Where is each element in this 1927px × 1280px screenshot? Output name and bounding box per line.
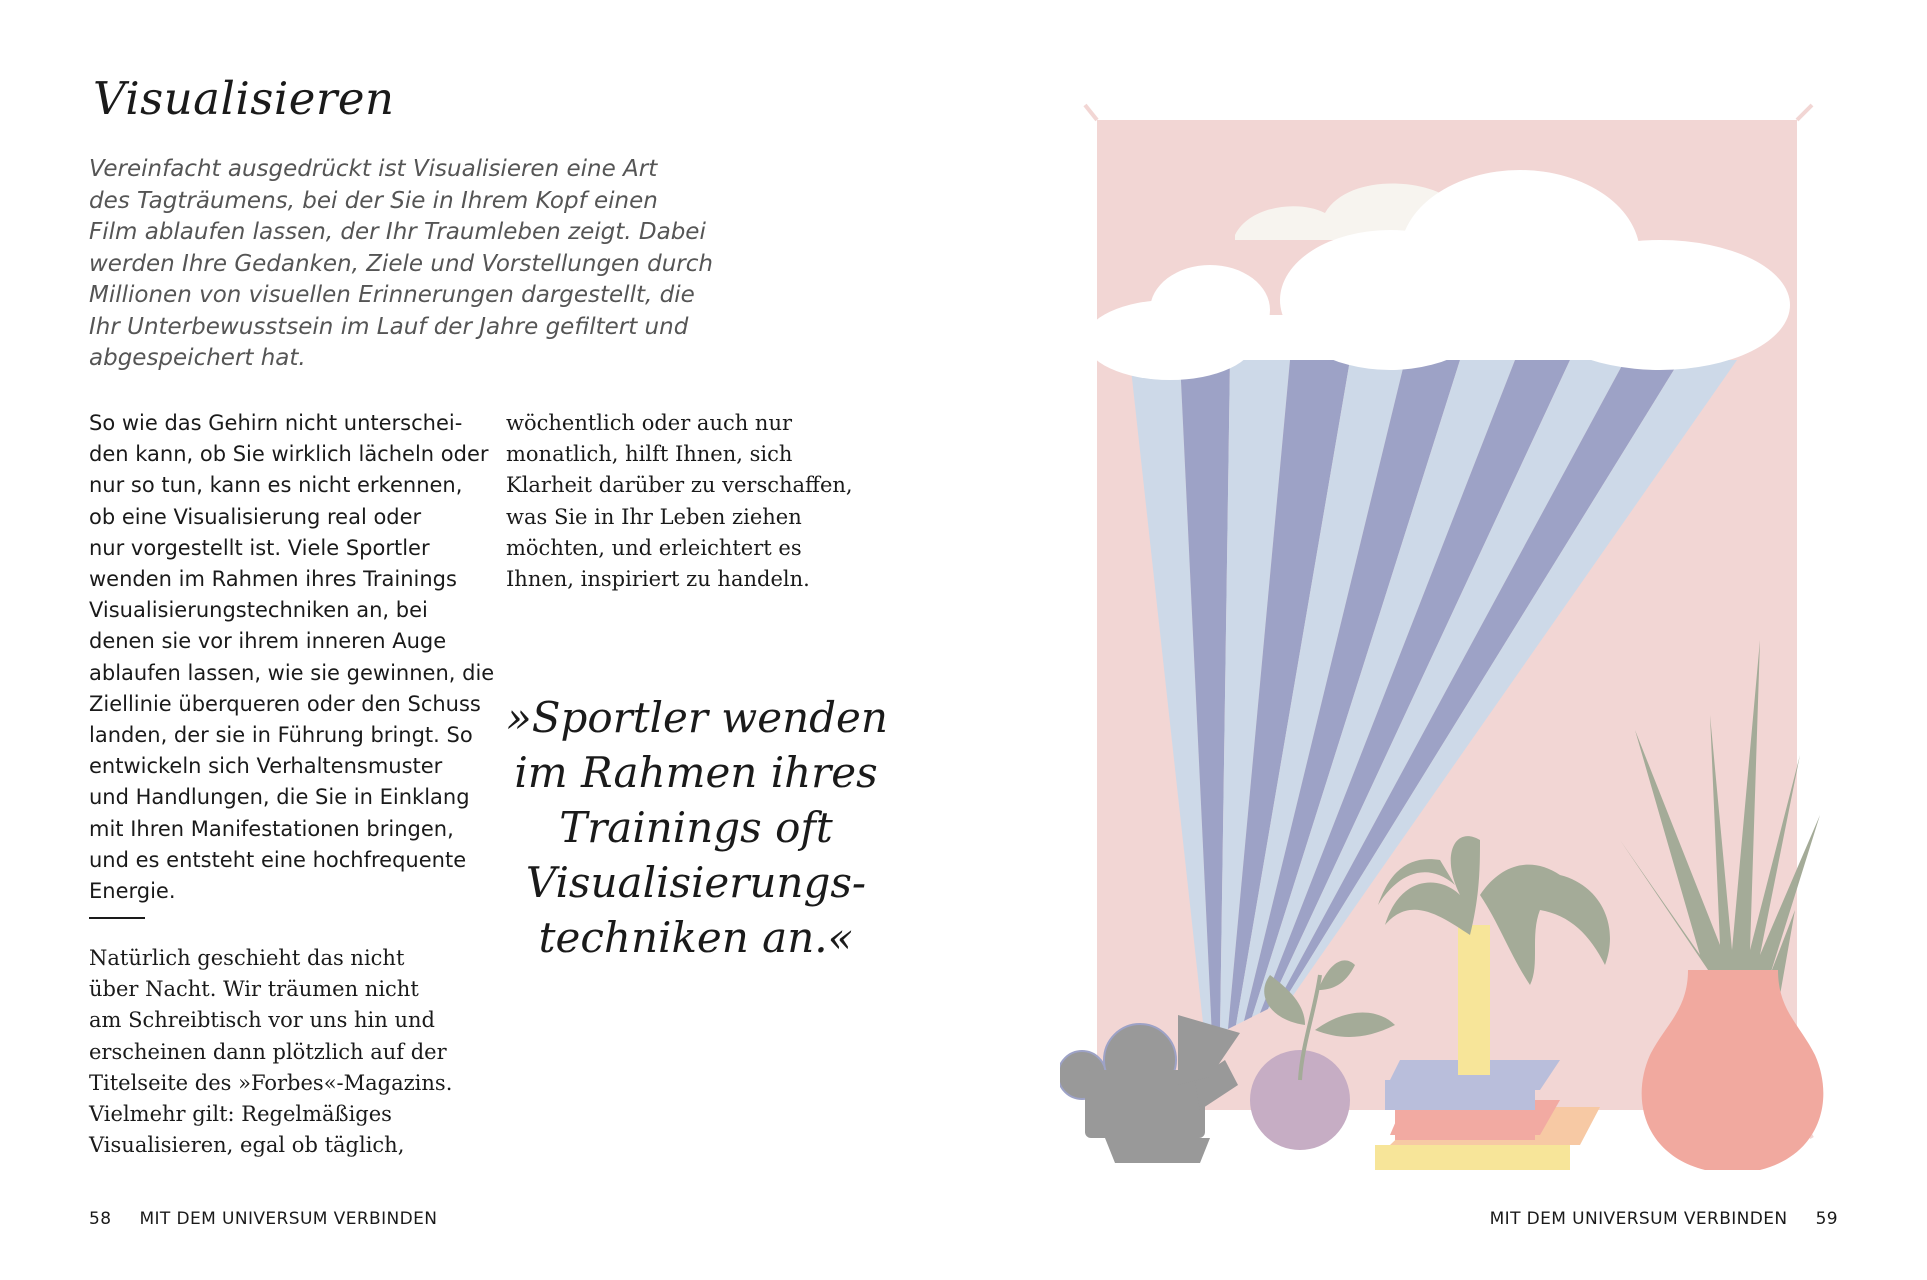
text-line: am Schreibtisch vor uns hin und — [89, 1008, 435, 1033]
text-line: mit Ihren Manifestationen bringen, — [89, 816, 454, 841]
text-line: Vereinfacht ausgedrückt ist Visualisieren eine Art — [89, 156, 658, 182]
yellow-stand — [1458, 925, 1490, 1075]
pull-quote — [506, 690, 886, 965]
text-line: Energie. — [89, 879, 176, 904]
text-line: abgespeichert hat. — [89, 345, 306, 371]
text-line: wöchentlich oder auch nur — [506, 411, 793, 435]
body-column-1 — [89, 408, 495, 907]
book-yellow — [1375, 1145, 1570, 1170]
text-line: was Sie in Ihr Leben ziehen — [506, 504, 802, 529]
text-line: landen, der sie in Führung bringt. So — [89, 723, 473, 748]
page-title: Visualisieren — [93, 72, 395, 125]
body-column-2 — [506, 408, 906, 595]
text-line: und Handlungen, die Sie in Einklang — [89, 785, 470, 810]
text-line: monatlich, hilft Ihnen, sich — [506, 442, 793, 467]
text-line: So wie das Gehirn nicht unterschei- — [89, 411, 463, 435]
text-line: werden Ihre Gedanken, Ziele und Vorstellungen durch — [89, 250, 713, 277]
text-line: Visualisieren, egal ob täglich, — [89, 1133, 405, 1158]
projector — [1060, 1015, 1240, 1163]
text-line: möchten, und erleichtert es — [506, 535, 802, 560]
page-number-right: 59 — [1815, 1209, 1838, 1229]
text-line: im Rahmen ihres — [514, 748, 878, 797]
text-line: Visualisierungstechniken an, bei — [89, 598, 428, 623]
text-line: erscheinen dann plötzlich auf der — [89, 1039, 447, 1064]
text-line: denen sie vor ihrem inneren Auge — [89, 629, 447, 654]
hanger-top-left — [1085, 105, 1097, 120]
text-line: Ziellinie überqueren oder den Schuss — [89, 691, 481, 716]
text-line: Film ablaufen lassen, der Ihr Traumleben zeigt. Dabei — [89, 219, 706, 245]
cloud-base — [1125, 315, 1745, 360]
text-line: nur so tun, kann es nicht erkennen, — [89, 473, 463, 498]
text-line: Ihnen, inspiriert zu handeln. — [506, 567, 810, 592]
text-line: ob eine Visualisierung real oder — [89, 504, 422, 529]
text-line: nur vorgestellt ist. Viele Sportler — [89, 535, 430, 560]
section-title-left: MIT DEM UNIVERSUM VERBINDEN — [139, 1209, 438, 1229]
book-pink-front — [1395, 1110, 1535, 1140]
body-column-1-continued — [89, 943, 499, 1161]
text-line: des Tagträumens, bei der Sie in Ihrem Kopf einen — [89, 187, 658, 214]
text-line: Ihr Unterbewusstsein im Lauf der Jahre gefiltert und — [89, 313, 689, 340]
intro-paragraph — [89, 154, 713, 375]
text-line: Klarheit darüber zu verschaffen, — [506, 473, 853, 498]
page-number-left: 58 — [89, 1209, 112, 1229]
text-line: und es entsteht eine hochfrequente — [89, 847, 467, 872]
text-line: »Sportler wenden — [506, 693, 888, 742]
text-line: den kann, ob Sie wirklich lächeln oder — [89, 442, 489, 467]
book-blue-front — [1385, 1080, 1535, 1110]
dream-projection-illustration — [1060, 95, 1840, 1195]
text-line: Trainings oft — [559, 803, 833, 852]
text-line: techniken an.« — [538, 913, 854, 962]
text-line: wenden im Rahmen ihres Trainings — [89, 567, 457, 592]
hanger-top-right — [1797, 105, 1812, 120]
text-line: Titelseite des »Forbes«-Magazins. — [89, 1070, 453, 1095]
text-line: Visualisierungs- — [525, 858, 867, 907]
footer-left — [89, 1209, 437, 1229]
text-line: Vielmehr gilt: Regelmäßiges — [89, 1102, 392, 1127]
text-line: entwickeln sich Verhaltensmuster — [89, 754, 443, 779]
footer-right — [1490, 1209, 1838, 1229]
text-line: Natürlich geschieht das nicht — [89, 946, 405, 970]
text-line: über Nacht. Wir träumen nicht — [89, 977, 419, 1002]
section-title-right: MIT DEM UNIVERSUM VERBINDEN — [1489, 1209, 1788, 1229]
projector-stand — [1105, 1138, 1210, 1163]
text-line: ablaufen lassen, wie sie gewinnen, die — [89, 660, 495, 685]
paragraph-divider — [89, 917, 145, 919]
text-line: Millionen von visuellen Erinnerungen dargestellt, die — [89, 282, 695, 308]
